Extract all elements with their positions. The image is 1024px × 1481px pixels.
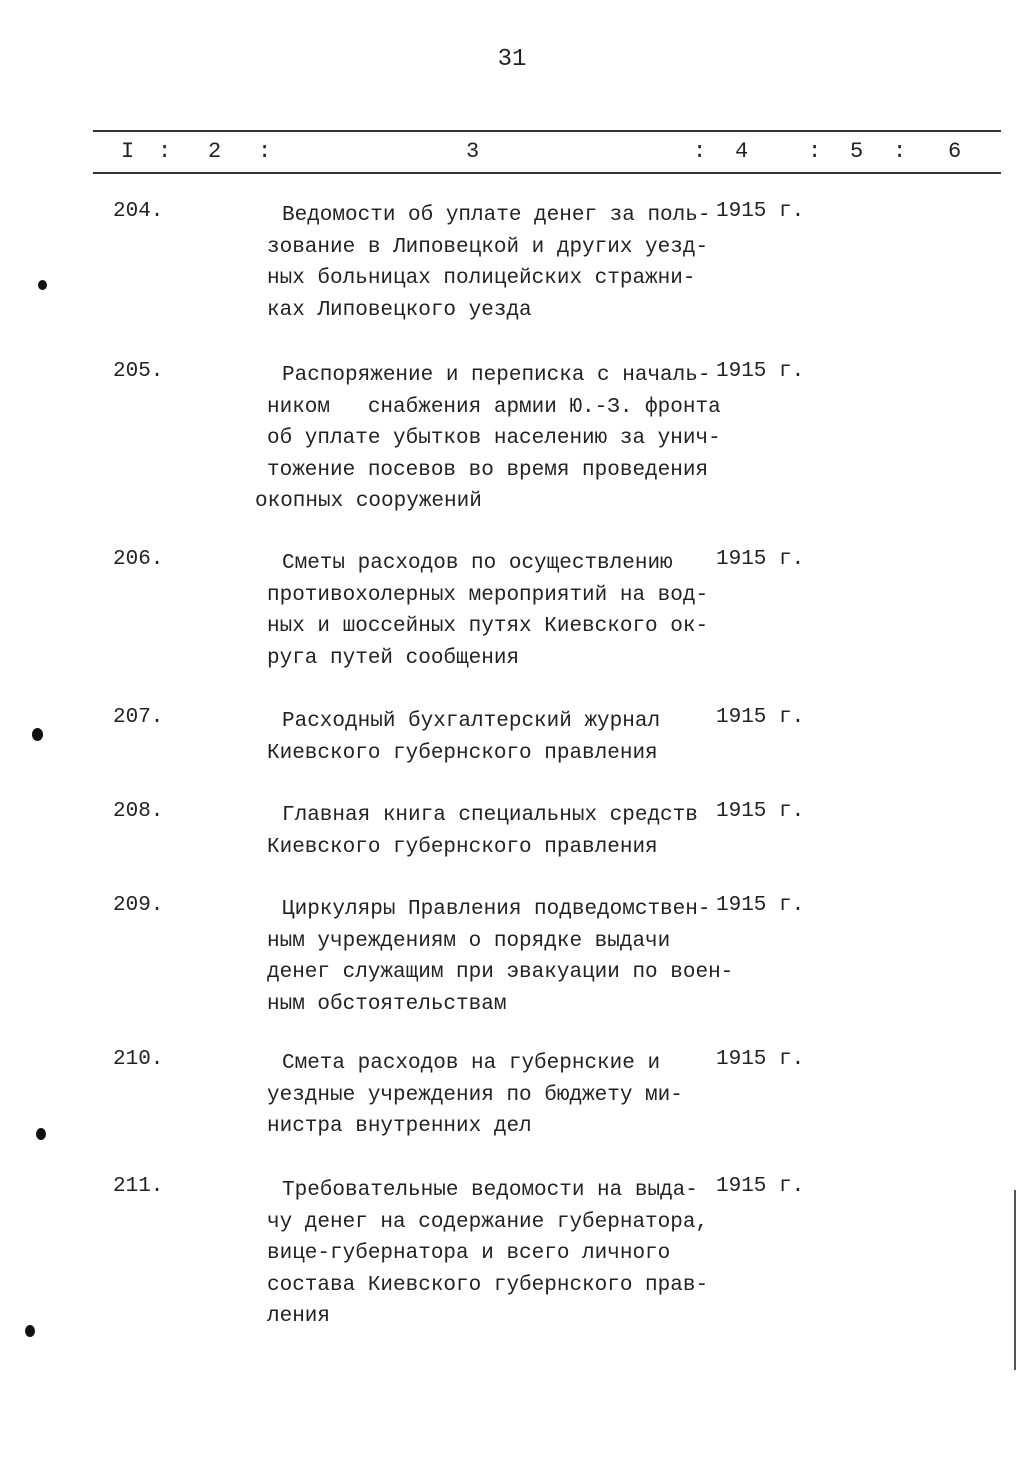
column-header-1: I [121,139,135,164]
entry-title [267,800,698,863]
punch-hole-mark [36,1128,46,1140]
entry-number: 204. [113,200,164,223]
entry-title-line: Требовательные ведомости на выда- [282,1179,698,1202]
entry-year: 1915 г. [716,706,805,729]
punch-hole-mark [25,1325,35,1337]
entry-title-line: Циркуляры Правления подведомствен- [282,898,711,921]
entry-title [255,360,721,518]
entry-title [267,1048,683,1143]
column-separator: : [258,139,272,164]
column-separator: : [893,139,907,164]
entry-title-line: Ведомости об уплате денег за поль- [282,204,711,227]
entry-title-line: Сметы расходов по осуществлению [282,552,673,575]
entry-title-line: зование в Липовецкой и других уезд- [267,235,709,259]
header-bottom-rule [93,172,1001,174]
page-number: 31 [497,46,527,73]
entry-title-line: Расходный бухгалтерский журнал [282,710,661,733]
entry-title [267,894,733,1020]
page-edge-line [1014,1190,1016,1370]
entry-number: 210. [113,1048,164,1071]
entry-number: 207. [113,706,164,729]
entry-title-line: руга путей сообщения [267,646,520,670]
entry-number: 211. [113,1175,164,1198]
entry-title-line: вице-губернатора и всего личного [267,1242,671,1265]
entry-year: 1915 г. [716,894,805,917]
column-header-6: 6 [948,139,962,164]
entry-title-line: тожение посевов во время проведения [267,458,709,482]
entry-title-line: Смета расходов на губернские и [282,1052,661,1075]
entry-number: 209. [113,894,164,917]
column-header-5: 5 [850,139,864,164]
entry-number: 205. [113,360,164,383]
entry-title-line: ных больницах полицейских стражни- [267,267,696,290]
entry-year: 1915 г. [716,1048,805,1071]
entry-title-line: окопных сооружений [255,490,482,513]
entry-title-line: Главная книга специальных средств [282,804,698,827]
header-top-rule [93,130,1001,132]
entry-title-line: ных и шоссейных путях Киевского ок- [267,615,709,638]
column-header-4: 4 [735,139,749,164]
entry-title-line: нистра внутренних дел [267,1115,532,1138]
entry-year: 1915 г. [716,1175,805,1198]
column-header-3: 3 [466,139,480,164]
entry-title-line: Киевского губернского правления [267,835,658,859]
entry-title [267,548,708,674]
entry-year: 1915 г. [716,548,805,571]
entry-title-line: ках Липовецкого уезда [267,298,532,322]
entry-title-line: ления [267,1305,331,1328]
entry-number: 206. [113,548,164,571]
entry-title-line: ным обстоятельствам [267,992,507,1016]
entry-title-line: ником снабжения армии Ю.-З. фронта [267,395,721,419]
entry-title-line: уездные учреждения по бюджету ми- [267,1083,683,1107]
punch-hole-mark [38,280,47,290]
column-separator: : [158,139,172,164]
entry-title-line: об уплате убытков населению за унич- [267,427,721,450]
entry-title-line: чу денег на содержание губернатора, [267,1210,709,1234]
entry-title [267,706,660,769]
entry-title-line: денег служащим при эвакуации по воен- [267,961,734,984]
column-separator: : [693,139,707,164]
column-separator: : [808,139,822,164]
entry-title-line: Киевского губернского правления [267,741,658,765]
entry-title-line: противохолерных мероприятий на вод- [267,583,709,607]
entry-title [267,200,710,326]
entry-title-line: состава Киевского губернского прав- [267,1273,709,1297]
entry-year: 1915 г. [716,360,805,383]
entry-year: 1915 г. [716,800,805,823]
entry-title-line: ным учреждениям о порядке выдачи [267,929,671,953]
entry-number: 208. [113,800,164,823]
punch-hole-mark [32,728,43,741]
entry-title [267,1175,708,1333]
entry-year: 1915 г. [716,200,805,223]
column-header-2: 2 [208,139,222,164]
entry-title-line: Распоряжение и переписка с началь- [282,364,711,387]
